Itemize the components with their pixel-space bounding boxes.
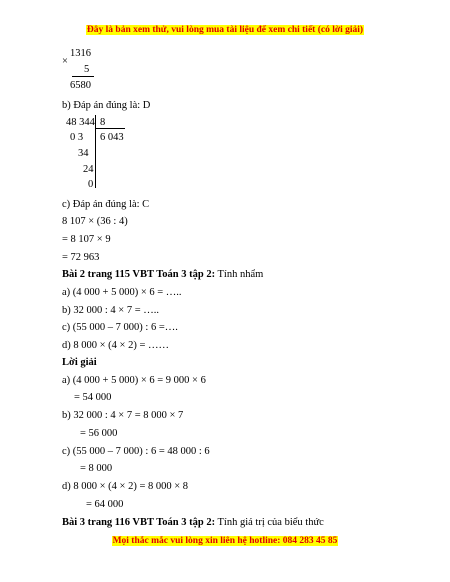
div-step: 34 bbox=[78, 148, 89, 159]
solution-line: c) (55 000 – 7 000) : 6 = 48 000 : 6 bbox=[62, 446, 210, 457]
hotline-banner-text: Mọi thắc mắc vui lòng xin liên hệ hotline: 084 283 45 85 bbox=[112, 536, 338, 546]
div-dividend: 48 344 bbox=[66, 117, 95, 128]
solution-heading: Lời giải bbox=[62, 357, 97, 368]
hotline-banner bbox=[0, 536, 450, 546]
div-divisor: 8 bbox=[100, 117, 106, 128]
question-d: d) 8 000 × (4 × 2) = …… bbox=[62, 340, 170, 351]
mult-line bbox=[72, 76, 94, 77]
solution-line: = 8 000 bbox=[80, 463, 113, 474]
div-step: 24 bbox=[83, 164, 94, 175]
bai3-heading bbox=[62, 516, 324, 529]
mult-result: 6580 bbox=[70, 80, 91, 91]
question-c: c) (55 000 – 7 000) : 6 =…. bbox=[62, 322, 178, 333]
bai3-title: Bài 3 trang 116 VBT Toán 3 tập 2: bbox=[62, 517, 216, 528]
answer-b: b) Đáp án đúng là: D bbox=[62, 100, 151, 111]
div-step: 0 bbox=[88, 179, 94, 190]
answer-c: c) Đáp án đúng là: C bbox=[62, 199, 150, 210]
mult-sign: × bbox=[62, 56, 68, 67]
div-step: 0 3 bbox=[70, 132, 84, 143]
calc-line: 8 107 × (36 : 4) bbox=[62, 216, 128, 227]
solution-line: d) 8 000 × (4 × 2) = 8 000 × 8 bbox=[62, 481, 189, 492]
bai2-title: Bài 2 trang 115 VBT Toán 3 tập 2: bbox=[62, 269, 216, 280]
div-quotient: 6 043 bbox=[100, 132, 124, 143]
solution-line: = 56 000 bbox=[80, 428, 118, 439]
solution-line: a) (4 000 + 5 000) × 6 = 9 000 × 6 bbox=[62, 375, 206, 386]
preview-banner-text: Đây là bản xem thử, vui lòng mua tài liệu để xem chi tiết (có lời giải) bbox=[86, 25, 364, 35]
question-b: b) 32 000 : 4 × 7 = ….. bbox=[62, 305, 160, 316]
question-a: a) (4 000 + 5 000) × 6 = ….. bbox=[62, 287, 182, 298]
mult-top: 1316 bbox=[70, 48, 91, 59]
bai3-desc: Tính giá trị của biểu thức bbox=[215, 517, 324, 528]
calc-line: = 72 963 bbox=[62, 252, 100, 263]
calc-line: = 8 107 × 9 bbox=[62, 234, 111, 245]
div-vertical-line bbox=[95, 115, 96, 188]
mult-bottom: 5 bbox=[84, 64, 90, 75]
bai2-heading bbox=[62, 268, 263, 281]
div-horizontal-line bbox=[95, 128, 125, 129]
preview-banner bbox=[0, 25, 450, 35]
solution-line: = 54 000 bbox=[74, 392, 112, 403]
bai2-desc: Tính nhẩm bbox=[215, 269, 264, 280]
solution-line: b) 32 000 : 4 × 7 = 8 000 × 7 bbox=[62, 410, 184, 421]
solution-line: = 64 000 bbox=[86, 499, 124, 510]
